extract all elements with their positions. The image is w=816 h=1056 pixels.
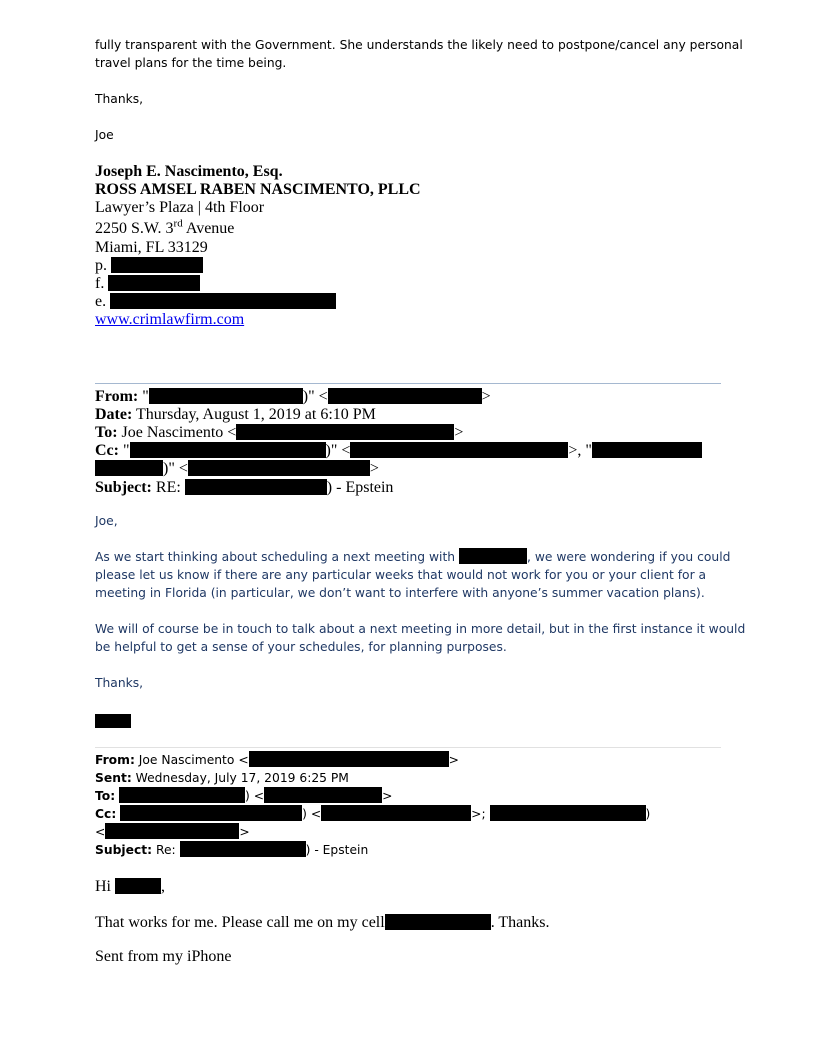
signature-phone <box>95 257 203 275</box>
from-value: Joe Nascimento < <box>138 753 249 767</box>
p1-b: , we were wondering if you could <box>527 550 731 564</box>
cc-d: < <box>95 825 106 839</box>
body-line: fully transparent with the Government. She understands the likely need to postpone/cancel any personal <box>95 38 743 52</box>
sender-name: Joe <box>95 128 114 142</box>
cc-b: )" < <box>325 442 351 459</box>
to-label: To: <box>95 424 118 441</box>
phone-label: p. <box>95 257 107 274</box>
cc-e: > <box>369 460 379 477</box>
cc-d: )" < <box>163 460 188 477</box>
cc-label: Cc: <box>95 442 119 459</box>
body-post: . Thanks. <box>490 914 550 931</box>
address-2-sup: rd <box>173 217 183 230</box>
redaction-block <box>249 751 449 767</box>
redaction-block <box>115 878 161 894</box>
signature-address-2 <box>95 217 235 238</box>
cc-label: Cc: <box>95 807 117 821</box>
from-label: From: <box>95 388 139 405</box>
body-pre: That works for me. Please call me on my cell <box>95 914 385 931</box>
website-link[interactable]: www.crimlawfirm.com <box>95 311 245 328</box>
signature-name: Joseph E. Nascimento, Esq. <box>95 163 283 180</box>
hi-text: Hi <box>95 878 111 895</box>
email2-to <box>95 424 463 442</box>
redaction-block <box>110 293 336 309</box>
subject-label: Subject: <box>95 479 152 496</box>
email2-greeting: Joe, <box>95 514 118 528</box>
subject-pre: RE: <box>155 479 181 496</box>
p1-a: As we start thinking about scheduling a next meeting with <box>95 550 456 564</box>
to-value: Joe Nascimento < <box>121 424 237 441</box>
hi-end: , <box>161 878 165 895</box>
email2-subject <box>95 479 393 497</box>
to-end: > <box>454 424 464 441</box>
to-label: To: <box>95 789 116 803</box>
redaction-block <box>130 442 326 458</box>
signature-address-3: Miami, FL 33129 <box>95 239 208 256</box>
cc-a: ) < <box>302 807 322 821</box>
signature-website[interactable] <box>95 311 244 329</box>
email2-date <box>95 406 376 424</box>
email2-cc-cont <box>95 460 379 478</box>
email3-greeting <box>95 878 165 896</box>
redaction-block <box>592 442 702 458</box>
from-end: > <box>481 388 491 405</box>
address-2-post: Avenue <box>182 220 235 237</box>
redaction-block <box>95 714 131 728</box>
email2-cc <box>95 442 702 460</box>
divider <box>95 747 721 748</box>
fax-label: f. <box>95 275 105 292</box>
email3-body <box>95 914 550 932</box>
cc-c: ) <box>645 807 651 821</box>
subject-post: ) - Epstein <box>305 843 369 857</box>
date-value: Thursday, August 1, 2019 at 6:10 PM <box>136 406 376 423</box>
from-end: > <box>448 753 459 767</box>
sent-label: Sent: <box>95 771 132 785</box>
redaction-block <box>108 275 200 291</box>
email3-to <box>95 787 392 805</box>
subject-label: Subject: <box>95 843 153 857</box>
redaction-block <box>321 805 471 821</box>
date-label: Date: <box>95 406 133 423</box>
from-label: From: <box>95 753 135 767</box>
cc-c: >, " <box>568 442 592 459</box>
email2-signoff <box>95 712 131 730</box>
sent-value: Wednesday, July 17, 2019 6:25 PM <box>135 771 349 785</box>
from-quote: " <box>142 388 149 405</box>
redaction-block <box>385 914 491 930</box>
email3-cc <box>95 805 650 823</box>
signature-email <box>95 293 336 311</box>
email2-p2-line1: We will of course be in touch to talk about a next meeting in more detail, but in the first instance it would <box>95 622 746 636</box>
to-end: > <box>382 789 393 803</box>
signature-fax <box>95 275 200 293</box>
redaction-block <box>236 424 454 440</box>
divider <box>95 383 721 384</box>
email3-from <box>95 751 459 769</box>
email-label: e. <box>95 293 107 310</box>
email2-from <box>95 388 491 406</box>
redaction-block <box>328 388 482 404</box>
redaction-block <box>180 841 306 857</box>
signature-address-1: Lawyer’s Plaza | 4th Floor <box>95 199 265 216</box>
email3-sent <box>95 769 349 787</box>
subject-pre: Re: <box>155 843 176 857</box>
email3-subject <box>95 841 368 859</box>
email2-p1-line1 <box>95 548 730 566</box>
redaction-block <box>105 823 239 839</box>
redaction-block <box>490 805 646 821</box>
cc-a: " <box>122 442 130 459</box>
redaction-block <box>350 442 568 458</box>
email3-cc-cont <box>95 823 250 841</box>
email2-p1-line2: please let us know if there are any particular weeks that would not work for you or your client for a <box>95 568 707 582</box>
redaction-block <box>119 787 245 803</box>
redaction-block <box>111 257 203 273</box>
redaction-block <box>120 805 302 821</box>
address-2-pre: 2250 S.W. 3 <box>95 220 174 237</box>
email2-p2-line2: be helpful to get a sense of your schedules, for planning purposes. <box>95 640 507 654</box>
email2-p1-line3: meeting in Florida (in particular, we don’t want to interfere with anyone’s summer vacation plans). <box>95 586 705 600</box>
redaction-block <box>149 388 303 404</box>
cc-b: >; <box>471 807 486 821</box>
cc-e: > <box>239 825 250 839</box>
signature-firm: ROSS AMSEL RABEN NASCIMENTO, PLLC <box>95 181 421 198</box>
redaction-block <box>188 460 370 476</box>
thanks-text: Thanks, <box>95 92 144 106</box>
body-line: travel plans for the time being. <box>95 56 287 70</box>
from-mid: )" < <box>302 388 328 405</box>
redaction-block <box>264 787 382 803</box>
email2-thanks: Thanks, <box>95 676 144 690</box>
email3-sent-from: Sent from my iPhone <box>95 948 232 965</box>
subject-post: ) - Epstein <box>326 479 394 496</box>
redaction-block <box>459 548 527 564</box>
redaction-block <box>95 460 163 476</box>
redaction-block <box>185 479 327 495</box>
to-mid: ) < <box>245 789 265 803</box>
